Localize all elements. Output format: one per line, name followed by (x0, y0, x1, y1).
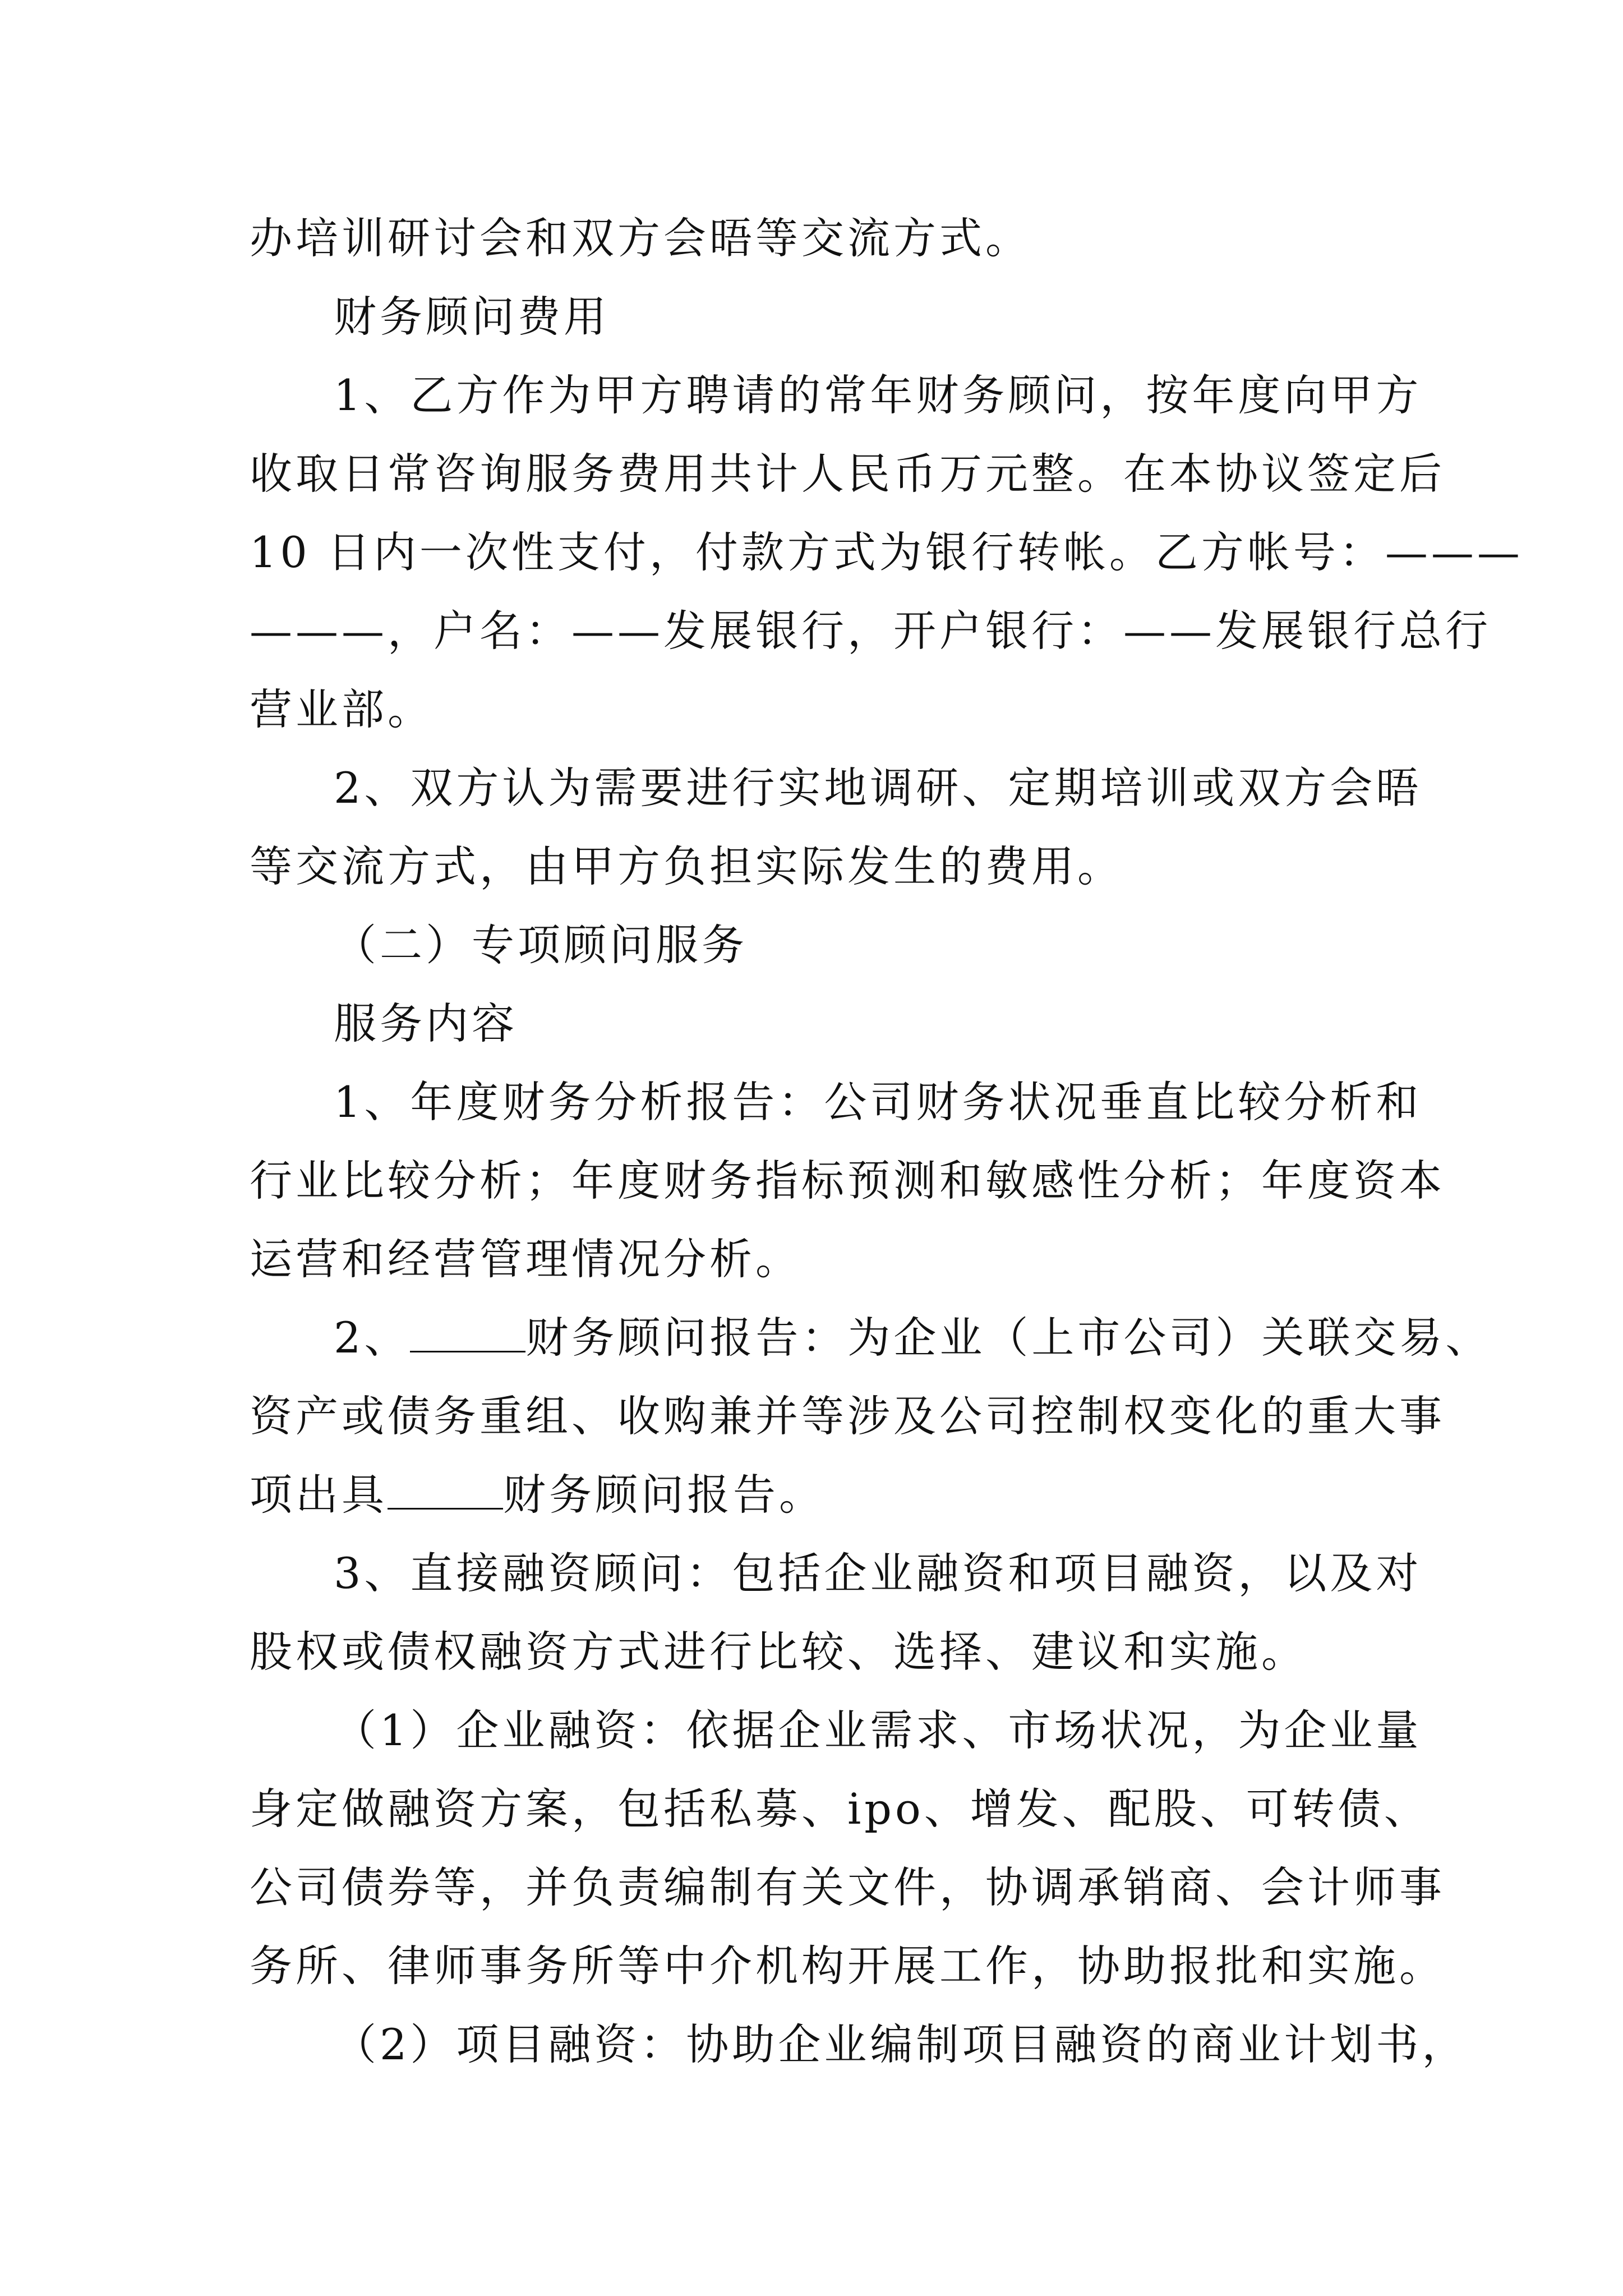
paragraph-text: 财务顾问报告。 (503, 1470, 825, 1520)
paragraph-line: ———，户名：——发展银行，开户银行：——发展银行总行 (250, 606, 1491, 656)
paragraph-line: 营业部。 (250, 684, 434, 734)
paragraph-line: 2、双方认为需要进行实地调研、定期培训或双方会晤 (334, 763, 1422, 813)
paragraph-line (334, 1299, 1492, 1377)
section-heading: （二）专项顾问服务 (334, 920, 748, 970)
paragraph-line: 3、直接融资顾问：包括企业融资和项目融资，以及对 (334, 1548, 1422, 1598)
paragraph-line: （1）企业融资：依据企业需求、市场状况，为企业量 (334, 1705, 1422, 1755)
paragraph-line: 资产或债务重组、收购兼并等涉及公司控制权变化的重大事 (250, 1391, 1445, 1441)
paragraph-line: 务所、律师事务所等中介机构开展工作，协助报批和实施。 (250, 1941, 1445, 1991)
paragraph-line: 10 日内一次性支付，付款方式为银行转帐。乙方帐号：——— (250, 527, 1523, 577)
fill-in-blank (388, 1471, 503, 1510)
paragraph-line: 股权或债权融资方式进行比较、选择、建议和实施。 (250, 1627, 1307, 1677)
paragraph-line: 1、乙方作为甲方聘请的常年财务顾问，按年度向甲方 (334, 370, 1422, 420)
paragraph-text: 财务顾问报告：为企业（上市公司）关联交易、 (525, 1313, 1492, 1363)
paragraph-line: 行业比较分析；年度财务指标预测和敏感性分析；年度资本 (250, 1156, 1445, 1205)
paragraph-text: 2、 (334, 1313, 411, 1363)
paragraph-line: 1、年度财务分析报告：公司财务状况垂直比较分析和 (334, 1077, 1422, 1127)
paragraph-line: 办培训研讨会和双方会晤等交流方式。 (250, 213, 1031, 263)
paragraph-text: 项出具 (250, 1470, 388, 1520)
section-heading: 服务内容 (334, 999, 518, 1048)
fill-in-blank (410, 1314, 525, 1352)
paragraph-line: 身定做融资方案，包括私募、ipo、增发、配股、可转债、 (250, 1784, 1430, 1834)
paragraph-line: 等交流方式，由甲方负担实际发生的费用。 (250, 841, 1123, 891)
paragraph-line: （2）项目融资：协助企业编制项目融资的商业计划书， (334, 2019, 1468, 2069)
paragraph-line: 公司债券等，并负责编制有关文件，协调承销商、会计师事 (250, 1862, 1445, 1912)
paragraph-line (250, 1456, 1377, 1534)
paragraph-line: 收取日常咨询服务费用共计人民币万元整。在本协议签定后 (250, 449, 1445, 499)
paragraph-line: 运营和经营管理情况分析。 (250, 1234, 801, 1284)
section-heading: 财务顾问费用 (334, 292, 610, 342)
